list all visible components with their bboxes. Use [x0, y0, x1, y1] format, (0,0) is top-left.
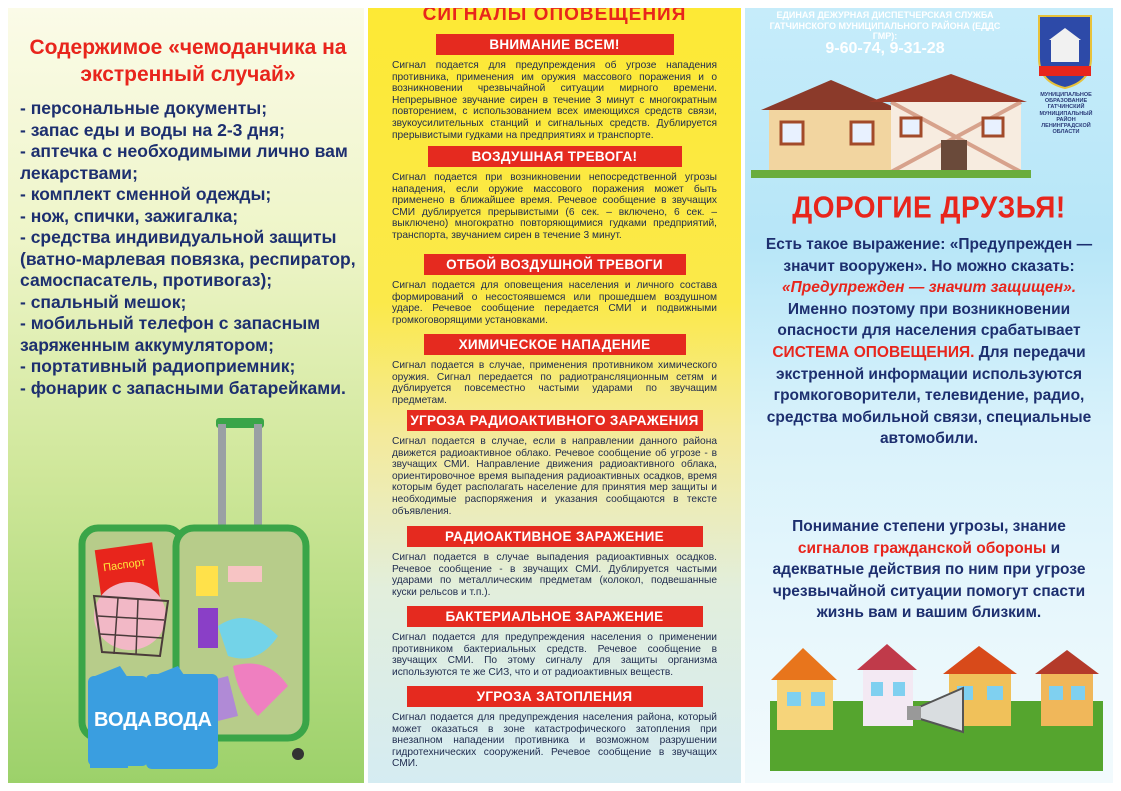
text-span: Есть такое выражение: «Предупрежден — значит вооружен». Но можно сказать: — [765, 236, 1093, 275]
list-item: - комплект сменной одежды; — [20, 184, 272, 204]
list-item: - нож, спички, зажигалка; — [20, 205, 239, 226]
signal-text: Сигнал подается в случае, если в направлении данного района движется радиоактивное облако. Речевое сообщение об угрозе - в звучащих СМИ. Направление движения радиоактивного облака, ориентировочное время выпадения радиоактивных осадков, время которым будет располагать население для принятия мер защиты и необходимые распоряжения и указания сообщаются в тексте объявления. — [392, 436, 717, 517]
text-span: Именно поэтому при возникновении опасности для населения срабатывает — [777, 300, 1081, 340]
intro-paragraph — [759, 234, 1099, 450]
signal-header: РАДИОАКТИВНОЕ ЗАРАЖЕНИЕ — [407, 526, 703, 547]
list-item: - персональные документы; — [20, 98, 268, 118]
signal-text: Сигнал подается в случае, применения противником химического оружия. Сигнал передается по радиотрансляционным сетям и дублируется повсеместно частыми ударами по звучащим предметам. — [392, 360, 717, 406]
signals-title: СИГНАЛЫ ОПОВЕЩЕНИЯ — [422, 8, 687, 24]
signal-header: ОТБОЙ ВОЗДУШНОЙ ТРЕВОГИ — [424, 254, 686, 275]
highlight-span: сигналов гражданской обороны — [797, 539, 1047, 557]
text-span: Для передачи экстренной информации используются громкоговорители, телевидение, радио, средства мобильной связи, специальные автомобили. — [766, 343, 1092, 448]
signal-text: Сигнал подается для оповещения населения и личного состава формирований о несостоявшемся или прошедшем воздушном ударе. Речевое сообщение передается СМИ и подвижными громкоговорящими установками. — [392, 280, 717, 326]
suitcase-title: Содержимое «чемоданчика на экстренный случай» — [29, 36, 347, 86]
signal-header: ХИМИЧЕСКОЕ НАПАДЕНИЕ — [424, 334, 686, 355]
signal-block — [368, 686, 741, 770]
signal-text: Сигнал подается для предупреждения населения района, который может оказаться в зоне катастрофического затопления при внезапном нападении противника и возможном разрушении гидротехнических сооружений. Речевое сообщение в звучащих СМИ. — [392, 712, 717, 770]
highlight-span: «Предупрежден — значит защищен». — [781, 279, 1077, 297]
list-item: - портативный радиоприемник; — [20, 356, 296, 376]
signal-block — [368, 606, 741, 678]
signal-header: ВНИМАНИЕ ВСЕМ! — [436, 34, 674, 55]
signal-block — [368, 34, 741, 141]
suitcase-items-list — [20, 98, 360, 399]
list-item: - запас еды и воды на 2-3 дня; — [20, 119, 285, 140]
edds-line: ЕДИНАЯ ДЕЖУРНАЯ ДИСПЕТЧЕРСКАЯ СЛУЖБА — [776, 10, 994, 20]
left-panel — [8, 8, 364, 783]
signal-block — [368, 526, 741, 598]
signal-block — [368, 146, 741, 242]
signal-block — [368, 254, 741, 326]
passport-label: Паспорт — [102, 556, 147, 575]
signal-text: Сигнал подается при возникновении непосредственной угрозы нападения, если оружие массового поражения может быть применено в ближайшее время. Речевое сообщение в звучащих СМИ дублируется прерывистыми (6 сек. – включено, 6 сек. – выключено) многократно повторяющимися гудками предприятий, транспорта, звучанием сирен в течение 3 минут. — [392, 172, 717, 241]
house-illustration — [751, 70, 1031, 180]
signal-text: Сигнал подается в случае выпадения радиоактивных осадков. Речевое сообщение - в звучащих СМИ. Дублируется частыми ударами по металлическим предметам (колокол, подвешанные куски рельсов и т.п.). — [392, 552, 717, 598]
list-item: - мобильный телефон с запасным заряженным аккумулятором; — [20, 313, 321, 355]
list-item: - средства индивидуальной защиты (ватно-марлевая повязка, респиратор, самоспасатель, противогаз); — [20, 227, 356, 290]
signal-block — [368, 410, 741, 517]
middle-panel — [368, 8, 741, 783]
list-item: - фонарик с запасными батарейками. — [20, 377, 346, 398]
edds-caption — [765, 10, 1005, 42]
signal-block — [368, 334, 741, 406]
dear-friends-heading: ДОРОГИЕ ДРУЗЬЯ! — [792, 190, 1066, 225]
coat-of-arms-icon — [1033, 10, 1097, 90]
closing-paragraph — [759, 516, 1099, 624]
water-label: ВОДА — [154, 709, 212, 731]
highlight-span: СИСТЕМА ОПОВЕЩЕНИЯ. — [772, 343, 975, 361]
emblem-caption: МУНИЦИПАЛЬНОЕ ОБРАЗОВАНИЕ ГАТЧИНСКИЙ МУНИЦИПАЛЬНЫЙ РАЙОН ЛЕНИНГРАДСКОЙ ОБЛАСТИ — [1039, 92, 1093, 136]
water-label: ВОДА — [94, 709, 152, 731]
signal-header: УГРОЗА РАДИОАКТИВНОГО ЗАРАЖЕНИЯ — [407, 410, 703, 431]
houses-row-illustration — [767, 640, 1109, 740]
signal-text: Сигнал подается для предупреждения об угрозе нападения противника, применения им оружия массового поражения и о возникновении чрезвычайной ситуации мирного времени. Непрерывное звучание сирен в течение 3 минут с многократным повторением, с использованием всех имеющихся средств связи, звукоусилительных станций и сигнальных средств. Дублируется прерывистыми гудками на предприятиях и транспорте. — [392, 60, 717, 141]
edds-line: ГАТЧИНСКОГО МУНИЦИПАЛЬНОГО РАЙОНА (ЕДДС ГМР): — [769, 20, 1001, 41]
right-panel — [745, 8, 1113, 783]
signal-header: БАКТЕРИАЛЬНОЕ ЗАРАЖЕНИЕ — [407, 606, 703, 627]
list-item: - аптечка с необходимыми лично вам лекарствами; — [20, 141, 348, 183]
phone-numbers: 9-60-74, 9-31-28 — [825, 40, 945, 57]
text-span: Понимание степени угрозы, знание — [792, 518, 1066, 535]
suitcase-illustration — [68, 416, 328, 786]
list-item: - спальный мешок; — [20, 291, 187, 312]
signal-text: Сигнал подается для предупреждения населения о применении противником бактериальных средств. Речевое сообщение в звучащих СМИ. По этому сигналу для защиты организма используются те же СИЗ, что и от радиоактивных веществ. — [392, 632, 717, 678]
signal-header: УГРОЗА ЗАТОПЛЕНИЯ — [407, 686, 703, 707]
signal-header: ВОЗДУШНАЯ ТРЕВОГА! — [428, 146, 682, 167]
text-span: и адекватные действия по ним при угрозе чрезвычайной ситуации помогут спасти жизнь вам и вашим близким. — [772, 539, 1086, 622]
